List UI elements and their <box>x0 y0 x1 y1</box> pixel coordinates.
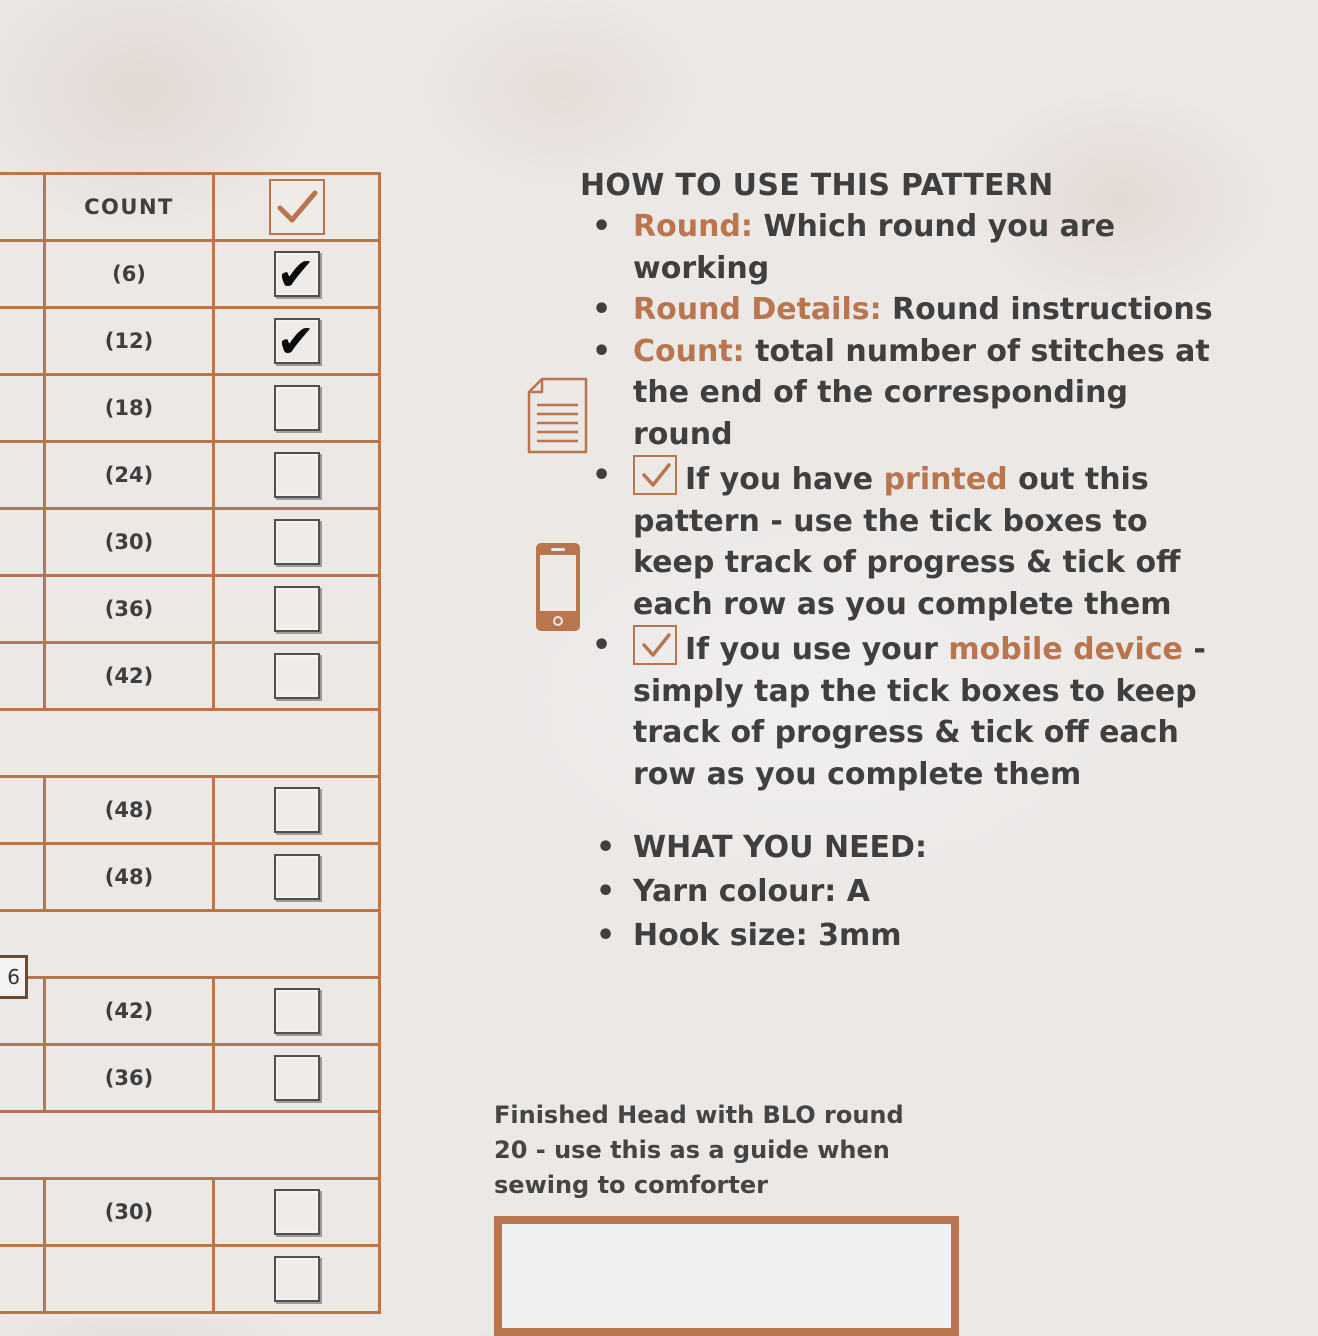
mobile-pre: If you use your <box>685 632 949 667</box>
list-item <box>596 914 927 958</box>
mobile-post: - simply tap the tick boxes to keep track of progress & tick off each row as you complete them <box>633 632 1206 792</box>
tick-box[interactable] <box>274 1055 320 1101</box>
needs-heading: WHAT YOU NEED: <box>633 830 927 865</box>
table-row <box>0 442 380 509</box>
checkbox-icon <box>633 455 677 495</box>
list-item <box>580 206 1230 289</box>
table-row <box>0 844 380 911</box>
row-count: (30) <box>45 1179 214 1246</box>
count-label: Count: <box>633 333 745 369</box>
tick-box[interactable] <box>274 1256 320 1302</box>
table-spacer-row <box>0 1112 380 1179</box>
row-count: (30) <box>45 509 214 576</box>
needs-list <box>596 826 927 958</box>
details-label: Round Details: <box>633 292 882 327</box>
checkbox-icon <box>633 625 677 665</box>
table-row <box>0 643 380 710</box>
tick-box[interactable] <box>274 787 320 833</box>
tick-box-checked[interactable] <box>274 314 320 368</box>
black-checkmark-icon: ✔ <box>276 247 316 301</box>
table-header-row <box>0 174 380 241</box>
table-row <box>0 308 380 375</box>
round-text: Which round you are working <box>633 209 1116 286</box>
table-row <box>0 576 380 643</box>
photo-caption: Finished Head with BLO round 20 - use this as a guide when sewing to comforter <box>494 1101 904 1199</box>
bullet: • <box>596 830 616 865</box>
printed-post: out this pattern - use the tick boxes to keep track of progress & tick off each row as you complete them <box>633 462 1181 622</box>
table-row <box>0 375 380 442</box>
printed-pre: If you have <box>685 462 884 497</box>
cut-off-tag: 6 <box>0 955 28 999</box>
row-count: (6) <box>45 241 214 308</box>
tick-box[interactable] <box>274 586 320 632</box>
tick-box-checked[interactable] <box>274 247 320 301</box>
hook-size: Hook size: 3mm <box>633 918 902 953</box>
header-count: COUNT <box>45 174 214 241</box>
pattern-table <box>0 172 381 1314</box>
yarn-colour: Yarn colour: A <box>633 874 870 909</box>
instructions-list <box>580 206 1230 795</box>
tick-box[interactable] <box>274 988 320 1034</box>
table-row <box>0 978 380 1045</box>
mobile-accent: mobile device <box>948 632 1183 667</box>
tick-box[interactable] <box>274 452 320 498</box>
black-checkmark-icon: ✔ <box>276 314 316 368</box>
header-check-cell <box>214 174 380 241</box>
row-count: (36) <box>45 1045 214 1112</box>
table-row-partial <box>0 1246 380 1313</box>
table-row <box>0 777 380 844</box>
tick-box[interactable] <box>274 854 320 900</box>
bullet: • <box>592 292 612 327</box>
instructions-title: HOW TO USE THIS PATTERN <box>580 168 1054 203</box>
list-item <box>580 455 1230 625</box>
tick-box[interactable] <box>274 653 320 699</box>
row-count: (42) <box>45 643 214 710</box>
finished-head-photo <box>494 1216 959 1336</box>
tick-box[interactable] <box>274 1189 320 1235</box>
list-item <box>580 625 1230 795</box>
round-label: Round: <box>633 209 753 244</box>
bullet: • <box>596 874 616 909</box>
list-item <box>596 870 927 914</box>
row-count: (24) <box>45 442 214 509</box>
row-count: (42) <box>45 978 214 1045</box>
row-count: (36) <box>45 576 214 643</box>
table-spacer-row <box>0 911 380 978</box>
bullet: • <box>592 628 612 663</box>
count-text: total number of stitches at the end of the corresponding round <box>633 333 1210 452</box>
row-count: (12) <box>45 308 214 375</box>
table-row <box>0 1045 380 1112</box>
tick-box[interactable] <box>274 519 320 565</box>
bullet: • <box>592 209 612 244</box>
details-text: Round instructions <box>881 292 1213 327</box>
bullet: • <box>596 918 616 953</box>
row-count: (48) <box>45 777 214 844</box>
list-item <box>580 289 1230 331</box>
list-item <box>596 826 927 870</box>
printed-accent: printed <box>883 462 1008 497</box>
header-round-cell <box>0 174 45 241</box>
mobile-phone-icon <box>534 541 582 633</box>
row-count: (48) <box>45 844 214 911</box>
bullet: • <box>592 458 612 493</box>
table-row <box>0 1179 380 1246</box>
bullet: • <box>592 333 612 369</box>
header-check-icon <box>269 179 325 235</box>
list-item <box>580 331 1230 456</box>
table-row <box>0 509 380 576</box>
table-row <box>0 241 380 308</box>
tick-box[interactable] <box>274 385 320 431</box>
row-count: (18) <box>45 375 214 442</box>
document-icon <box>526 376 590 456</box>
table-spacer-row <box>0 710 380 777</box>
